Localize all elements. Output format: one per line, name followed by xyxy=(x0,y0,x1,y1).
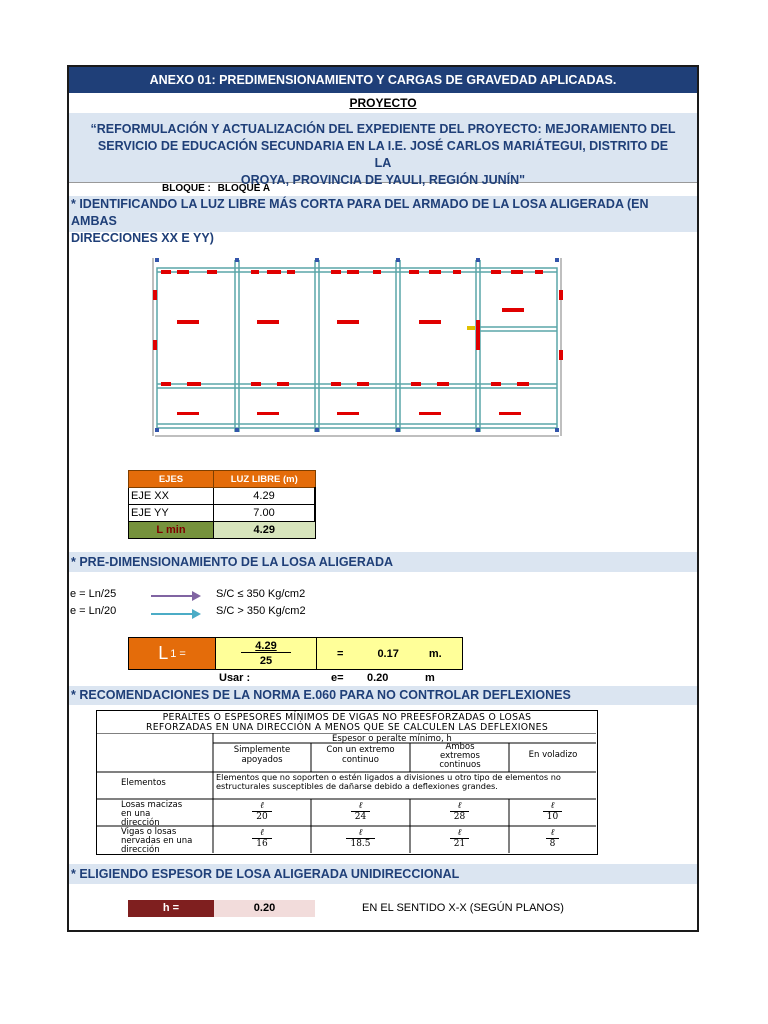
norm-caption-1: PERALTES O ESPESORES MÍNIMOS DE VIGAS NO PREESFORZADAS O LOSAS xyxy=(162,712,532,723)
ell-symbol: ℓ xyxy=(358,828,363,838)
result-value: 0.17 xyxy=(377,647,399,660)
equals-sign: = xyxy=(337,647,344,660)
h-label: h = xyxy=(128,900,214,917)
h-value: 0.20 xyxy=(214,900,315,917)
col-un-extremo-continuo: Con un extremo continuo xyxy=(326,745,395,765)
denominator: 28 xyxy=(450,811,469,822)
col-header-ejes: EJES xyxy=(129,471,214,488)
fraction-symbol xyxy=(546,828,560,849)
arrow-right-icon xyxy=(151,613,199,615)
lmin-label: L min xyxy=(129,522,214,539)
denominator: 10 xyxy=(543,811,562,822)
luz-cell: 4.29 xyxy=(214,488,316,505)
project-description xyxy=(69,113,697,187)
condition-2: S/C > 350 Kg/cm2 xyxy=(216,605,306,617)
denominator: 18.5 xyxy=(346,838,374,849)
row-vigas-nervadas-label: Vigas o losas nervadas en una dirección xyxy=(121,827,193,855)
document-title: ANEXO 01: PREDIMENSIONAMIENTO Y CARGAS DE GRAVEDAD APLICADAS. xyxy=(69,67,697,93)
table-row xyxy=(129,505,316,522)
section-predimensionamiento: * PRE-DIMENSIONAMIENTO DE LA LOSA ALIGERADA xyxy=(69,552,697,572)
table-row xyxy=(129,488,316,505)
col-en-voladizo: En voladizo xyxy=(528,750,578,760)
norma-e060-table xyxy=(96,710,598,855)
usar-label: Usar : xyxy=(219,672,251,684)
col-simplemente-apoyados: Simplemente apoyados xyxy=(233,745,291,765)
fraction-symbol xyxy=(450,828,469,849)
ell-symbol: ℓ xyxy=(260,828,264,838)
l1-label xyxy=(129,638,216,669)
luz-libre-table xyxy=(128,470,316,539)
col-ambos-extremos-continuos: Ambos extremos continuos xyxy=(439,742,481,770)
bloque-value: BLOQUE A xyxy=(217,183,271,194)
fraction-denominator: 25 xyxy=(259,655,273,667)
project-line-2: SERVICIO DE EDUCACIÓN SECUNDARIA EN LA I.E. JOSÉ CARLOS MARIÁTEGUI, DISTRITO DE LA xyxy=(97,139,669,170)
denominator: 20 xyxy=(252,811,271,822)
elementos-description: Elementos que no soporten o estén ligados a divisiones u otro tipo de elementos no estructurales susceptibles de dañarse debido a deflexiones grandes. xyxy=(216,772,561,791)
luz-cell: 7.00 xyxy=(214,505,316,522)
fraction-symbol xyxy=(252,801,271,822)
section-luz-libre-line-2: DIRECCIONES XX E YY) xyxy=(71,231,214,245)
e-unit: m xyxy=(425,672,435,684)
section-luz-libre xyxy=(69,196,697,245)
floor-plan-drawing xyxy=(147,250,565,440)
result-unit: m. xyxy=(428,647,442,660)
eje-cell: EJE XX xyxy=(129,488,214,505)
e-value: 0.20 xyxy=(367,672,389,684)
row-losas-macizas-label: Losas macizas en una dirección xyxy=(121,800,183,828)
project-line-1: “REFORMULACIÓN Y ACTUALIZACIÓN DEL EXPEDIENTE DEL PROYECTO: MEJORAMIENTO DEL xyxy=(90,122,676,136)
ell-symbol: ℓ xyxy=(550,828,555,838)
elementos-label: Elementos xyxy=(121,778,166,788)
eje-cell: EJE YY xyxy=(129,505,214,522)
formula-2: e = Ln/20 xyxy=(70,605,117,617)
arrow-right-icon xyxy=(151,595,199,597)
project-line-3: OROYA, PROVINCIA DE YAULI, REGIÓN JUNÍN" xyxy=(240,173,526,187)
section-luz-libre-line-1: * IDENTIFICANDO LA LUZ LIBRE MÁS CORTA PARA DEL ARMADO DE LA LOSA ALIGERADA (EN AMBAS xyxy=(71,197,649,228)
fraction xyxy=(216,638,317,669)
ell-symbol: ℓ xyxy=(358,801,363,811)
formula-1: e = Ln/25 xyxy=(70,588,117,600)
proyecto-label: PROYECTO xyxy=(69,93,697,114)
h-note: EN EL SENTIDO X-X (SEGÚN PLANOS) xyxy=(362,902,564,914)
denominator: 24 xyxy=(351,811,370,822)
denominator: 21 xyxy=(450,838,469,849)
norm-caption-2: REFORZADAS EN UNA DIRECCIÓN A MENOS QUE SE CALCULEN LAS DEFLEXIONES xyxy=(145,722,549,733)
espesor-header: Espesor o peralte mínimo, h xyxy=(332,734,452,744)
lmin-value: 4.29 xyxy=(214,522,316,539)
fraction-symbol xyxy=(450,801,469,822)
section-recomendaciones: * RECOMENDACIONES DE LA NORMA E.060 PARA NO CONTROLAR DEFLEXIONES xyxy=(69,686,697,705)
calc-box xyxy=(128,637,463,670)
e-label: e= xyxy=(331,672,344,684)
section-espesor-losa: * ELIGIENDO ESPESOR DE LOSA ALIGERADA UNIDIRECCIONAL xyxy=(69,864,697,884)
col-header-luz-libre: LUZ LIBRE (m) xyxy=(214,471,316,488)
l1-subscript: 1 = xyxy=(170,647,186,660)
fraction-symbol xyxy=(351,801,370,822)
denominator: 8 xyxy=(546,838,560,849)
ell-symbol: ℓ xyxy=(260,801,264,811)
condition-1: S/C ≤ 350 Kg/cm2 xyxy=(216,588,306,600)
denominator: 16 xyxy=(252,838,271,849)
l1-symbol: L xyxy=(158,643,169,663)
fraction-numerator: 4.29 xyxy=(241,640,291,653)
document-sheet xyxy=(67,65,699,932)
fraction-symbol xyxy=(346,828,374,849)
bloque-field xyxy=(162,183,270,194)
result-area xyxy=(317,638,462,669)
ell-symbol: ℓ xyxy=(550,801,555,811)
fraction-symbol xyxy=(252,828,271,849)
bloque-label: BLOQUE : xyxy=(162,183,211,194)
ell-symbol: ℓ xyxy=(457,801,462,811)
ell-symbol: ℓ xyxy=(457,828,462,838)
fraction-symbol xyxy=(543,801,562,822)
